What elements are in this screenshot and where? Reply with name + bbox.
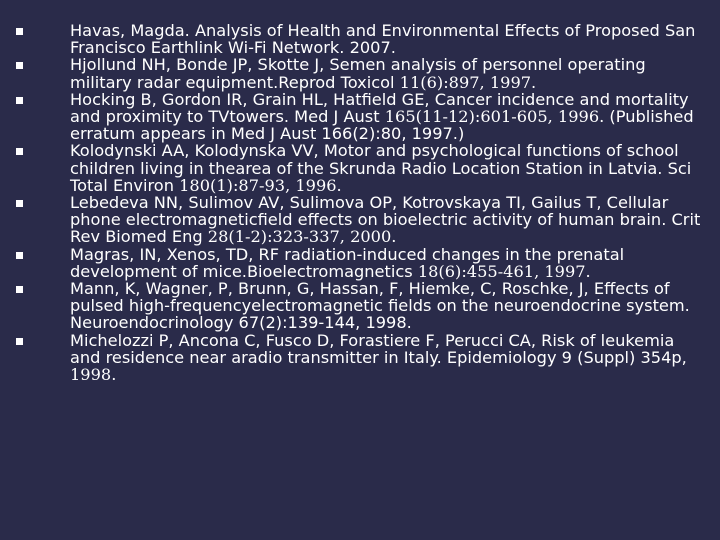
reference-erratum: (Published erratum appears in Med J Aust 166(2):80, 1997.) [70, 107, 694, 144]
reference-citation-numbers: 165(11-12):601-605, 1996. [384, 107, 605, 127]
reference-item [14, 246, 704, 280]
reference-text: Mann, K, Wagner, P, Brunn, G, Hassan, F, Hiemke, C, Roschke, J, Effects of pulsed high-frequencyelectromagnetic fields on the neuroendocrine system. Neuroendocrinology 67(2):139-144, 1998. [70, 279, 690, 333]
reference-text: Hocking B, Gordon IR, Grain HL, Hatfield GE, Cancer incidence and mortality and proximity to TVtowers. Med J Aust [70, 89, 689, 127]
reference-item [14, 91, 704, 143]
square-bullet-icon [16, 200, 23, 207]
reference-citation-numbers: 28(1-2):323-337, 2000. [207, 227, 397, 247]
reference-item [14, 22, 704, 56]
reference-item [14, 194, 704, 246]
square-bullet-icon [16, 62, 23, 69]
reference-text: Kolodynski AA, Kolodynska VV, Motor and psychological functions of school children living in thearea of the Skrunda Radio Location Station in Latvia. Sci Total Environ [70, 141, 692, 195]
reference-item [14, 332, 704, 384]
reference-citation-numbers: 180(1):87-93, 1996. [179, 175, 342, 195]
reference-item [14, 280, 704, 332]
reference-text: Havas, Magda. Analysis of Health and Environmental Effects of Proposed San Francisco Earthlink Wi-Fi Network. 2007. [70, 21, 696, 58]
square-bullet-icon [16, 28, 23, 35]
reference-text: Hjollund NH, Bonde JP, Skotte J, Semen analysis of personnel operating military radar equipment.Reprod Toxicol [70, 55, 646, 92]
square-bullet-icon [16, 252, 23, 259]
reference-item [14, 56, 704, 90]
reference-text: Lebedeva NN, Sulimov AV, Sulimova OP, Kotrovskaya TI, Gailus T, Cellular phone electromagneticfield effects on bioelectric activity of human brain. Crit Rev Biomed Eng [70, 193, 701, 247]
reference-text: Michelozzi P, Ancona C, Fusco D, Forastiere F, Perucci CA, Risk of leukemia and residence near aradio transmitter in Italy. Epidemiology 9 (Suppl) 354p, [70, 330, 687, 367]
reference-text: Magras, IN, Xenos, TD, RF radiation-induced changes in the prenatal development of mice.Bioelectromagnetics [70, 244, 625, 281]
reference-citation-numbers: 1998. [70, 365, 117, 385]
reference-citation-numbers: 18(6):455-461, 1997. [417, 261, 591, 281]
square-bullet-icon [16, 148, 23, 155]
reference-item [14, 142, 704, 194]
square-bullet-icon [16, 338, 23, 345]
reference-list [14, 22, 704, 383]
reference-citation-numbers: 11(6):897, 1997. [399, 72, 537, 92]
square-bullet-icon [16, 97, 23, 104]
square-bullet-icon [16, 286, 23, 293]
